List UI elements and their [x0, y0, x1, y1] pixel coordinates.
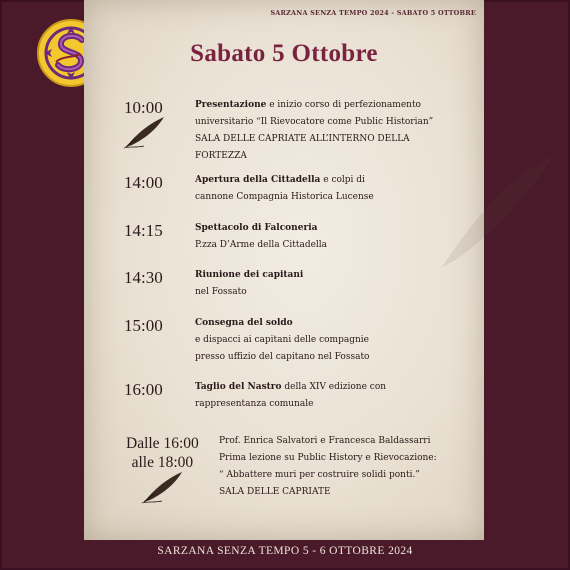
event-time: 15:00 — [124, 316, 163, 335]
event-title-rest: della XIV edizione con — [281, 382, 387, 392]
event-time: 14:00 — [124, 173, 163, 192]
event-time-end: alle 18:00 — [131, 454, 194, 471]
event-time: 14:15 — [124, 221, 163, 240]
event-description — [195, 267, 475, 301]
event-line: e dispacci ai capitani delle compagnie — [195, 335, 369, 345]
event-line: rappresentanza comunale — [195, 399, 314, 409]
header-caption: SARZANA SENZA TEMPO 2024 - SABATO 5 OTTOBRE — [270, 9, 476, 17]
event-title: Presentazione — [195, 100, 267, 110]
event-title-rest: e inizio corso di perfezionamento — [266, 100, 421, 110]
event-title: Apertura della Cittadella — [195, 175, 321, 185]
event-line: universitario “Il Rievocatore come Public Historian” — [195, 117, 434, 127]
event-line: FORTEZZA — [195, 151, 247, 161]
event-title: Spettacolo di Falconeria — [195, 223, 318, 233]
footer-text: SARZANA SENZA TEMPO 5 - 6 OTTOBRE 2024 — [157, 545, 413, 557]
event-line: nel Fossato — [195, 287, 247, 297]
event-title: Taglio del Nastro — [195, 382, 282, 392]
event-line: “ Abbattere muri per costruire solidi ponti.” — [219, 470, 420, 480]
event-title: Consegna del soldo — [195, 318, 293, 328]
event-line: SALA DELLE CAPRIATE ALL’INTERNO DELLA — [195, 134, 410, 144]
quill-icon — [122, 115, 166, 149]
quill-icon — [140, 470, 184, 504]
event-description — [195, 172, 475, 206]
page-title: Sabato 5 Ottobre — [190, 40, 378, 67]
parchment-card — [84, 0, 484, 540]
event-description — [195, 315, 475, 366]
event-time: 16:00 — [124, 380, 163, 399]
event-time-start: Dalle 16:00 — [126, 435, 199, 452]
event-title-rest: e colpi di — [320, 175, 365, 185]
event-time: 14:30 — [124, 268, 163, 287]
event-line: P.zza D’Arme della Cittadella — [195, 240, 328, 250]
event-line: Prof. Enrica Salvatori e Francesca Baldassarri — [219, 436, 431, 446]
event-line: presso uffizio del capitano nel Fossato — [195, 352, 370, 362]
event-line: cannone Compagnia Historica Lucense — [195, 192, 374, 202]
event-line: SALA DELLE CAPRIATE — [219, 487, 331, 497]
event-description — [219, 433, 499, 501]
event-time: 10:00 — [124, 98, 163, 117]
event-description — [195, 379, 475, 413]
event-description — [195, 220, 475, 254]
event-title: Riunione dei capitani — [195, 270, 304, 280]
event-time — [126, 434, 199, 472]
event-description — [195, 97, 475, 165]
event-line: Prima lezione su Public History e Rievocazione: — [219, 453, 437, 463]
quill-watermark-icon — [429, 150, 559, 280]
